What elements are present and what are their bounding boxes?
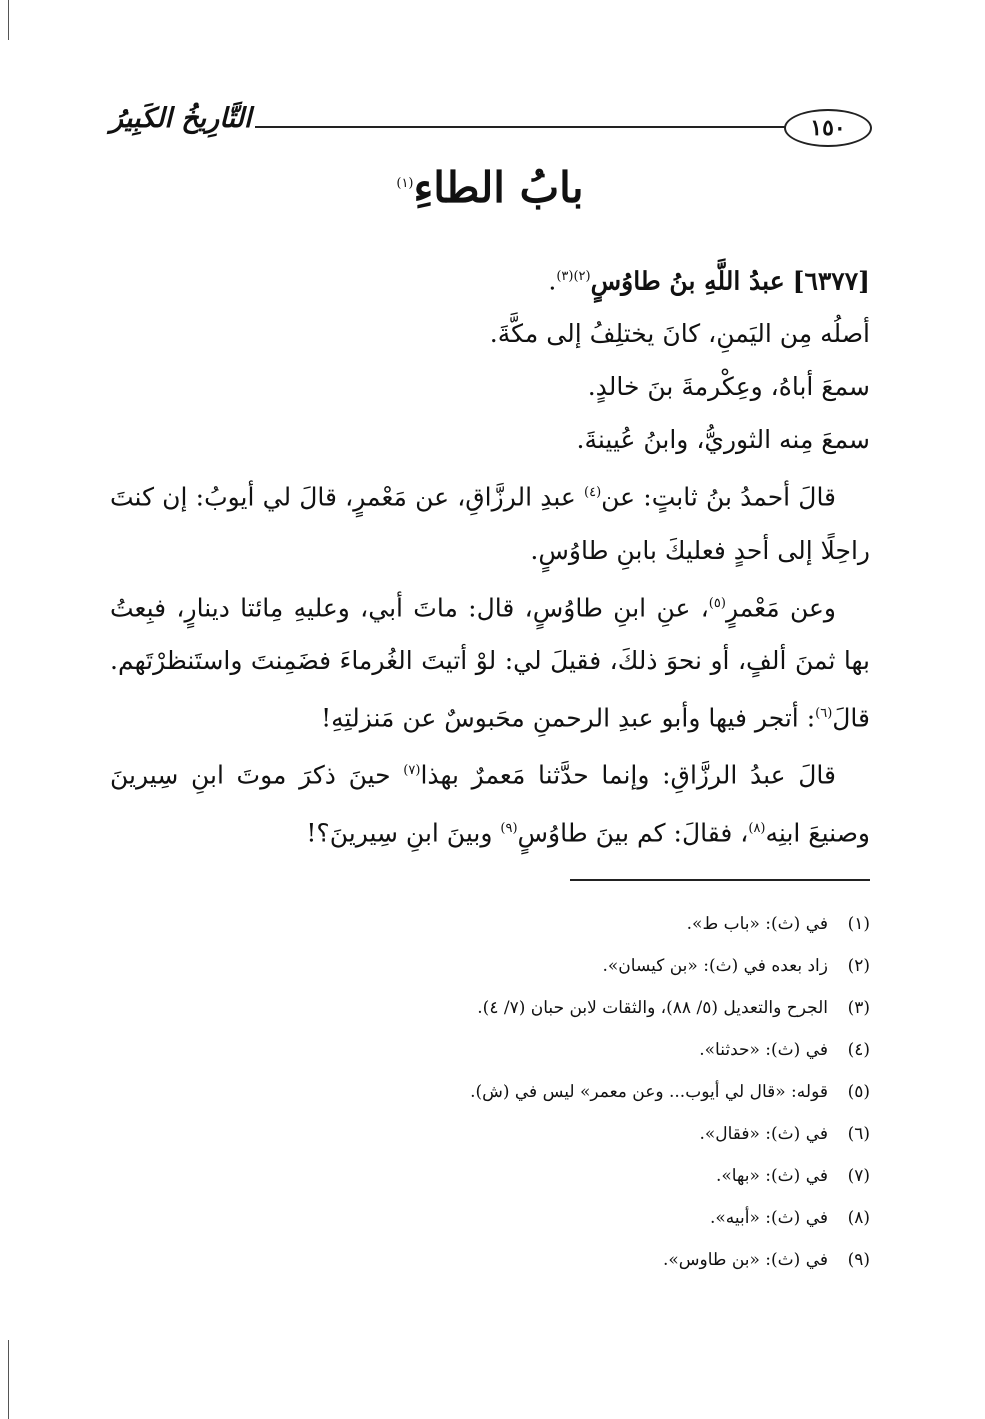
footnote-separator: [570, 879, 870, 881]
text-span: قالَ: [832, 703, 870, 733]
footnote-item: [110, 987, 870, 1029]
footnote-text: في (ث): «فقال».: [699, 1123, 828, 1144]
text-line: أصلُه مِن اليَمنِ، كانَ يختلِفُ إلى مكَّةَ.: [489, 319, 870, 349]
footnote-item: [110, 1029, 870, 1071]
footnote-number: (٤): [847, 1039, 870, 1060]
text-line: سمعَ أباهُ، وعِكْرمةَ بنَ خالدٍ.: [587, 372, 870, 402]
text-span: ، عنِ ابنِ طاوُسٍ، قال: ماتَ أبي، وعليهِ مِائتا دينارٍ، فبِعتُ: [110, 592, 709, 622]
page: [110, 95, 870, 1395]
chapter-note-ref: (١): [396, 176, 414, 191]
footnote-text: في (ث): «بن طاوس».: [662, 1249, 828, 1270]
footnotes: [110, 903, 870, 1281]
footnote-number: (٩): [847, 1249, 870, 1270]
footnote-ref: (٤): [584, 485, 602, 501]
footnote-text: قوله: «قال لي أيوب... وعن معمر» ليس في (ش).: [470, 1081, 828, 1102]
footnote-text: في (ث): «أبيه».: [709, 1207, 828, 1228]
running-title: التَّارِيخُ الكَبِيرُ: [110, 103, 252, 134]
paragraph-line: بها ثمنَ ألفٍ، أو نحوَ ذلكَ، فقيلَ لي: لوْ أتيتَ الغُرماءَ فضَمِنتَ واستَنظرْتَهم.: [110, 645, 870, 675]
footnote-number: (٥): [847, 1081, 870, 1102]
footnote-number: (٧): [847, 1165, 870, 1186]
footnote-number: (٦): [847, 1123, 870, 1144]
entry-note-refs: (٢)(٣): [556, 269, 591, 284]
paragraph-line: [110, 687, 870, 744]
entry-end: .: [548, 266, 557, 296]
footnote-ref: (٦): [815, 705, 833, 721]
footnote-number: (٣): [847, 997, 870, 1018]
text-span: قالَ أحمدُ بنُ ثابتٍ: عن: [601, 482, 837, 512]
chapter-title-text: بابُ الطاءِ: [413, 163, 584, 212]
entry-heading: [110, 250, 870, 307]
footnote-text: الجرح والتعديل (٥/ ٨٨)، والثقات لابن حبان (٧/ ٤).: [477, 997, 828, 1018]
footnote-ref: (٥): [708, 595, 726, 611]
text-span: : أتجر فيها وأبو عبدِ الرحمنِ محَبوسٌ عن مَنزلتِهِ!: [321, 703, 816, 733]
footnote-number: (١): [847, 913, 870, 934]
main-text: [110, 250, 870, 859]
footnote-ref: (٨): [748, 820, 766, 836]
footnote-text: في (ث): «باب ط».: [686, 913, 828, 934]
text-span: وصنيعَ ابنِه: [765, 817, 870, 847]
text-line: سمعَ مِنه الثوريُّ، وابنُ عُيينةَ.: [576, 425, 870, 455]
footnote-number: (٢): [847, 955, 870, 976]
footnote-item: [110, 1155, 870, 1197]
text-span: وبينَ ابنِ سِيرينَ؟!: [306, 817, 493, 847]
footnote-item: [110, 903, 870, 945]
footnote-item: [110, 1239, 870, 1281]
text-span: وعن مَعْمرٍ: [725, 592, 836, 622]
footnote-text: في (ث): «بها».: [715, 1165, 828, 1186]
entry-name: عبدُ اللَّهِ بنُ طاوُسٍ: [590, 266, 785, 296]
paragraph-line: راحِلًا إلى أحدٍ فعليكَ بابنِ طاوُسٍ.: [530, 535, 870, 565]
paragraph-line: [110, 466, 870, 523]
page-number: ١٥٠: [784, 109, 872, 147]
footnote-item: [110, 1071, 870, 1113]
footnote-ref: (٧): [403, 763, 421, 779]
scan-edge-top: [8, 0, 9, 40]
paragraph-line: [110, 802, 870, 859]
header-rule: [255, 126, 786, 128]
paragraph-line: [110, 744, 870, 801]
footnote-number: (٨): [847, 1207, 870, 1228]
footnote-item: [110, 945, 870, 987]
text-span: حينَ ذكرَ موتَ ابنِ سِيرينَ: [110, 760, 391, 790]
footnote-ref: (٩): [500, 820, 518, 836]
entry-number: [٦٣٧٧]: [792, 266, 870, 296]
text-span: ، فقالَ: كم بينَ طاوُسٍ: [517, 817, 749, 847]
text-span: عبدِ الرزَّاقِ، عن مَعْمرٍ، قالَ لي أيوبُ: إن كنتَ: [110, 482, 576, 512]
paragraph-line: [110, 577, 870, 634]
footnote-item: [110, 1197, 870, 1239]
footnote-item: [110, 1113, 870, 1155]
text-span: قالَ عبدُ الرزَّاقِ: وإنما حدَّثنا مَعمرٌ بهذا: [420, 760, 836, 790]
footnote-text: في (ث): «حدثنا».: [699, 1039, 828, 1060]
page-header: [110, 95, 870, 155]
scan-edge-bottom: [8, 1340, 9, 1419]
footnote-text: زاد بعده في (ث): «بن كيسان».: [602, 955, 828, 976]
chapter-title: [110, 163, 870, 238]
